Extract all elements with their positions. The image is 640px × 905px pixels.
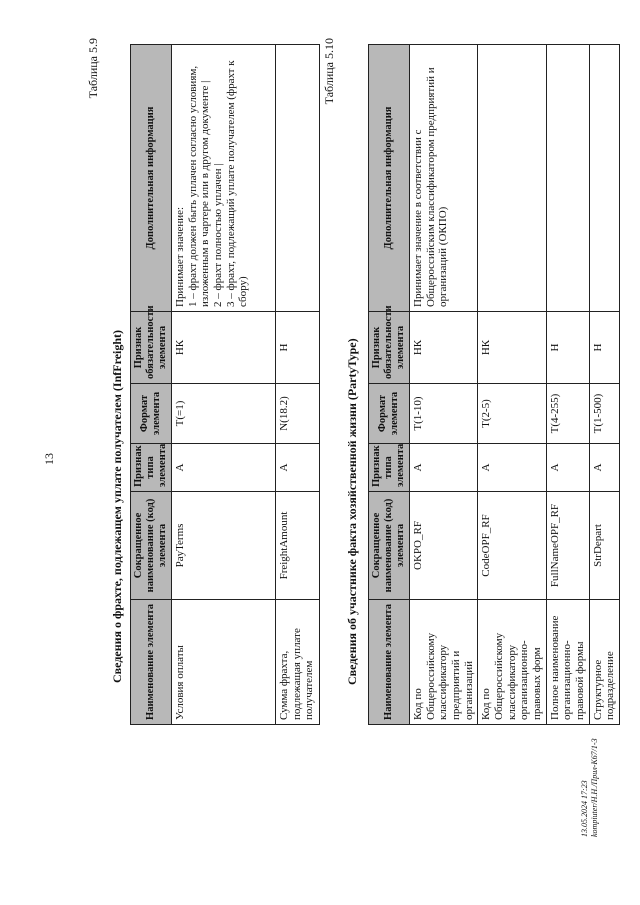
table-row [546, 45, 589, 725]
cell-type: А [546, 444, 589, 492]
cell-name: Условия оплаты [172, 600, 276, 725]
header-code: Сокращенное наименование (код) элемента [131, 492, 172, 600]
cell-code: FullNameOPF_RF [546, 492, 589, 600]
cell-info [589, 45, 619, 312]
header-info: Дополнительная информация [131, 45, 172, 312]
cell-mandatory: НК [410, 312, 478, 384]
cell-mandatory: НК [478, 312, 546, 384]
table-5-9 [130, 44, 320, 725]
cell-name: Структурное подразделение [589, 600, 619, 725]
cell-code: PayTerms [172, 492, 276, 600]
cell-name: Код по Общероссийскому классификатору организационно-правовых форм [478, 600, 546, 725]
footer-path: kompiuter/Н.Н./Прил-К67/1-3 [589, 738, 599, 837]
cell-mandatory: Н [276, 312, 320, 384]
page-number: 13 [42, 453, 56, 465]
cell-format: T(4-255) [546, 384, 589, 444]
table-5-10-caption: Таблица 5.10 [322, 38, 336, 105]
cell-type: А [276, 444, 320, 492]
table-5-10-title: Сведения об участнике факта хозяйственной жизни (PartyType) [345, 338, 359, 685]
table-row [478, 45, 546, 725]
cell-code: FreightAmount [276, 492, 320, 600]
cell-type: А [410, 444, 478, 492]
info-line: Принимает значение: [174, 206, 187, 307]
header-mandatory: Признак обязательности элемента [131, 312, 172, 384]
table-header-row [131, 45, 172, 725]
header-type: Признак типа элемента [131, 444, 172, 492]
table-row [410, 45, 478, 725]
cell-name: Код по Общероссийскому классификатору предприятий и организаций [410, 600, 478, 725]
cell-type: А [172, 444, 276, 492]
cell-code: StrDepart [589, 492, 619, 600]
cell-format: T(1-10) [410, 384, 478, 444]
header-mandatory: Признак обязательности элемента [369, 312, 410, 384]
cell-format: T(=1) [172, 384, 276, 444]
cell-info: Принимает значение в соответствии с Общероссийским классификатором предприятий и организаций (ОКПО) [410, 45, 478, 312]
header-name: Наименование элемента [131, 600, 172, 725]
info-line: 1 – фрахт должен быть уплачен согласно условиям, изложенным в чартере или в другом документе | [186, 65, 212, 307]
header-format: Формат элемента [369, 384, 410, 444]
cell-mandatory: Н [589, 312, 619, 384]
info-line: 2 – фрахт полностью уплачен | [212, 163, 225, 307]
cell-format: N(18.2) [276, 384, 320, 444]
cell-info [478, 45, 546, 312]
header-format: Формат элемента [131, 384, 172, 444]
table-header-row [369, 45, 410, 725]
footer-stamp [580, 738, 599, 837]
header-name: Наименование элемента [369, 600, 410, 725]
cell-name: Полное наименование организационно-правовой формы [546, 600, 589, 725]
cell-code: CodeOPF_RF [478, 492, 546, 600]
header-info: Дополнительная информация [369, 45, 410, 312]
cell-code: OKPO_RF [410, 492, 478, 600]
header-type: Признак типа элемента [369, 444, 410, 492]
table-5-10 [368, 44, 620, 725]
cell-info [276, 45, 320, 312]
cell-name: Сумма фрахта, подлежащая уплате получателем [276, 600, 320, 725]
table-row [172, 45, 276, 725]
footer-date: 13.05.2024 17:23 [580, 780, 589, 837]
cell-type: А [478, 444, 546, 492]
info-line: 3 – фрахт, подлежащий уплате получателем (фрахт к сбору) [224, 60, 250, 307]
table-row [589, 45, 619, 725]
table-5-9-caption: Таблица 5.9 [86, 38, 100, 99]
cell-info [172, 45, 276, 312]
table-row [276, 45, 320, 725]
cell-format: T(1-500) [589, 384, 619, 444]
cell-format: T(2-5) [478, 384, 546, 444]
table-5-9-title: Сведения о фрахте, подлежащем уплате получателем (InfFreight) [110, 329, 124, 683]
cell-mandatory: Н [546, 312, 589, 384]
cell-mandatory: НК [172, 312, 276, 384]
cell-info [546, 45, 589, 312]
cell-type: А [589, 444, 619, 492]
header-code: Сокращенное наименование (код) элемента [369, 492, 410, 600]
